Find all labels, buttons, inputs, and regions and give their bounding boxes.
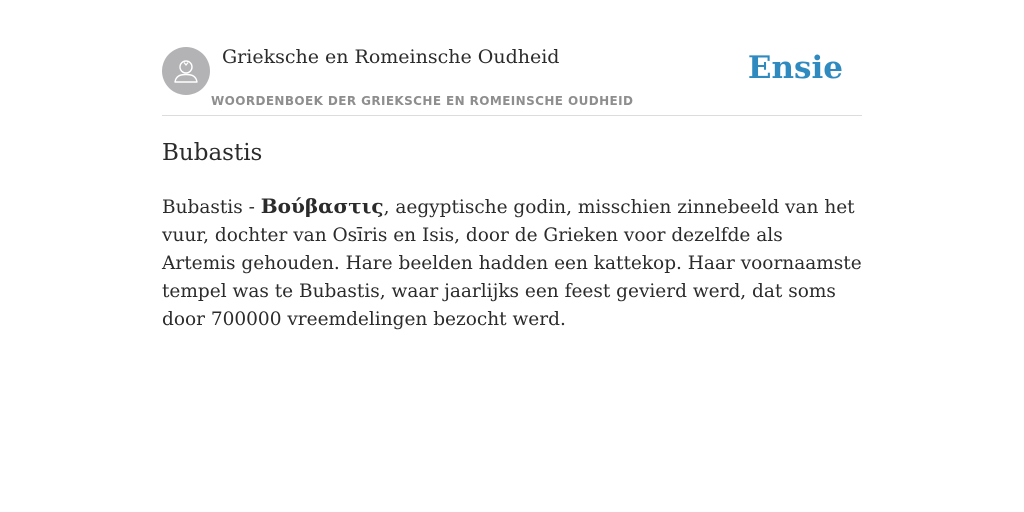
header bbox=[162, 45, 862, 116]
avatar[interactable] bbox=[162, 47, 210, 95]
entry-body-text: , aegyptische godin, misschien zinnebeeld van het vuur, dochter van Osīris en Isis, door de Grieken voor dezelfde als Artemis gehouden. Hare beelden hadden een kattekop. Haar voornaamste tempel was te Bubastis, waar jaarlijks een feest gevierd werd, dat soms door 700000 vreemdelingen bezocht werd. bbox=[162, 197, 862, 330]
source-title[interactable]: Grieksche en Romeinsche Oudheid bbox=[222, 46, 560, 68]
entry-greek-term: Βούβαστις bbox=[260, 194, 384, 218]
user-icon bbox=[171, 56, 201, 86]
brand-logo[interactable]: Ensie bbox=[747, 50, 843, 86]
entry-body bbox=[162, 192, 862, 334]
source-subtitle[interactable]: WOORDENBOEK DER GRIEKSCHE EN ROMEINSCHE OUDHEID bbox=[211, 94, 634, 108]
entry-body-prefix: Bubastis - bbox=[162, 197, 261, 218]
entry-title: Bubastis bbox=[162, 140, 263, 166]
